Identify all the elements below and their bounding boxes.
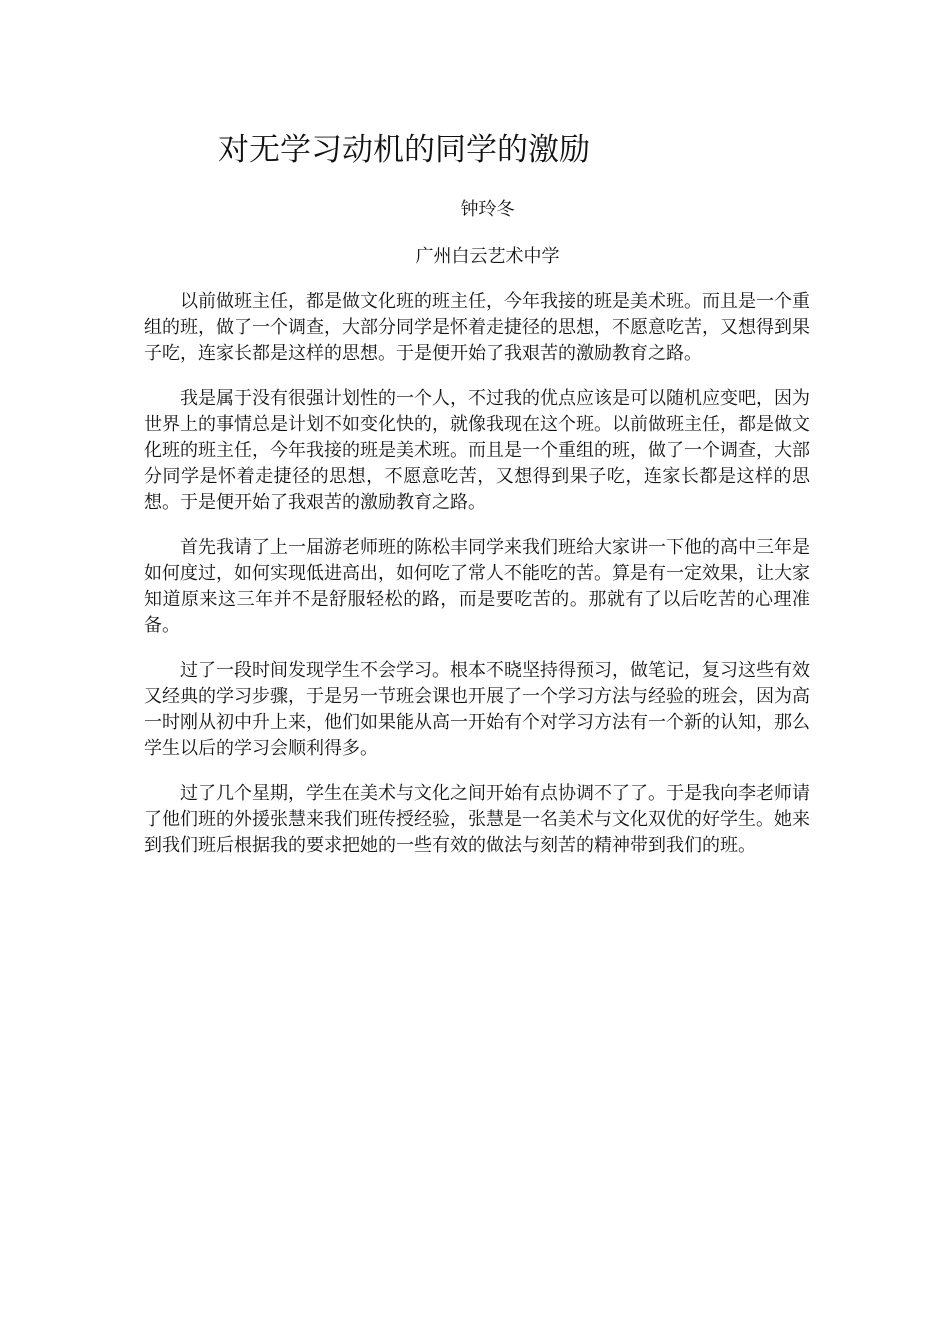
paragraph: 我是属于没有很强计划性的一个人，不过我的优点应该是可以随机应变吧，因为世界上的事情总是计划不如变化快的，就像我现在这个班。以前做班主任，都是做文化班的班主任，今年我接的班是美术班。而且是一个重组的班，做了一个调查，大部分同学是怀着走捷径的思想，不愿意吃苦，又想得到果子吃，连家长都是这样的思想。于是便开始了我艰苦的激励教育之路。 (144, 388, 810, 513)
paragraph: 以前做班主任，都是做文化班的班主任，今年我接的班是美术班。而且是一个重组的班，做了一个调查，大部分同学是怀着走捷径的思想，不愿意吃苦，又想得到果子吃，连家长都是这样的思想。于是便开始了我艰苦的激励教育之路。 (144, 291, 810, 364)
author-name: 钟玲冬 (460, 199, 515, 220)
paragraph: 首先我请了上一届游老师班的陈松丰同学来我们班给大家讲一下他的高中三年是如何度过，如何实现低进高出，如何吃了常人不能吃的苦。算是有一定效果，让大家知道原来这三年并不是舒服轻松的路，而是要吃苦的。那就有了以后吃苦的心理准备。 (144, 537, 810, 636)
paragraph: 过了几个星期，学生在美术与文化之间开始有点协调不了了。于是我向李老师请了他们班的外援张慧来我们班传授经验，张慧是一名美术与文化双优的好学生。她来到我们班后根据我的要求把她的一些有效的做法与刻苦的精神带到我们的班。 (144, 783, 810, 856)
paragraph: 过了一段时间发现学生不会学习。根本不晓坚持得预习，做笔记，复习这些有效又经典的学习步骤，于是另一节班会课也开展了一个学习方法与经验的班会，因为高一时刚从初中升上来，他们如果能从高一开始有个对学习方法有一个新的认知，那么学生以后的学习会顺利得多。 (144, 660, 810, 759)
article-body (144, 289, 810, 878)
school-name: 广州白云艺术中学 (415, 246, 560, 267)
document-title: 对无学习动机的同学的激励 (218, 132, 590, 168)
